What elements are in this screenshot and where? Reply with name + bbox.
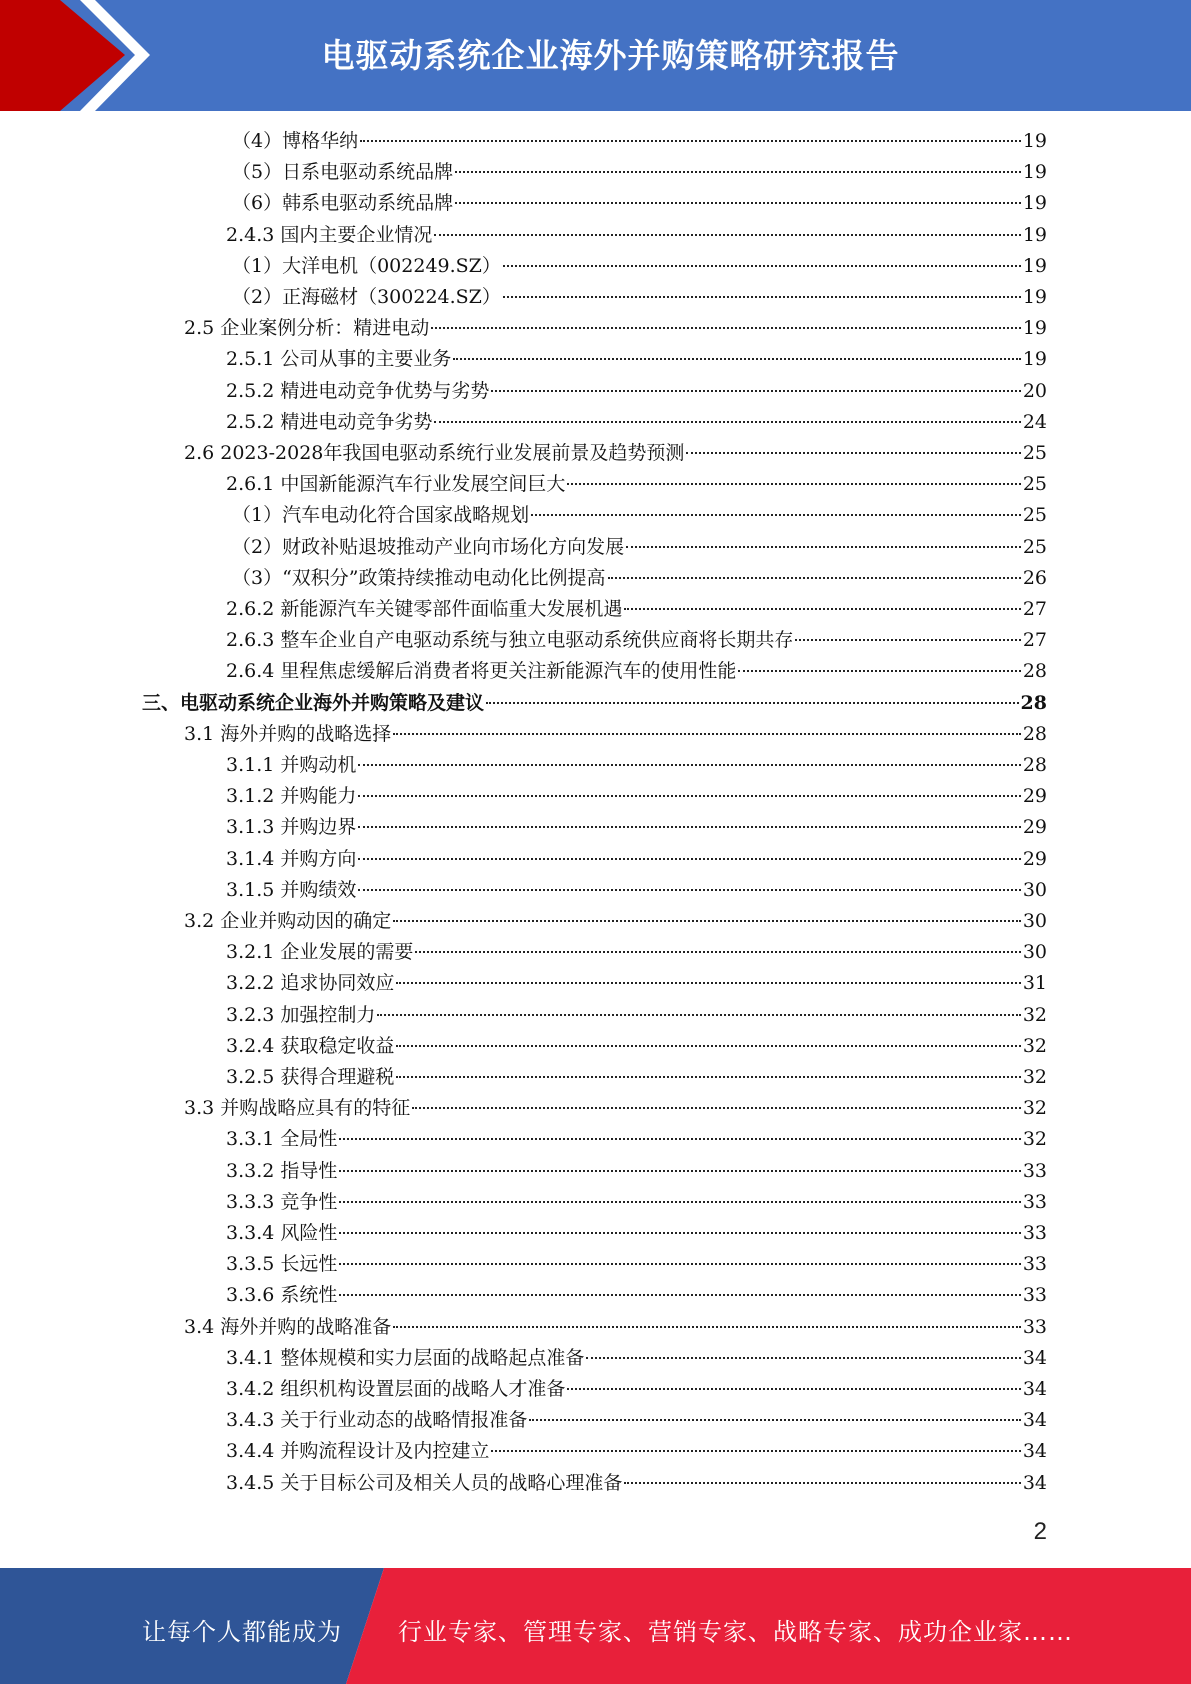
toc-entry-title: 3.4.5 关于目标公司及相关人员的战略心理准备 <box>226 1471 623 1494</box>
toc-entry[interactable] <box>226 407 1047 438</box>
toc-entry-page: 19 <box>1022 223 1047 246</box>
toc-leader-dots <box>491 390 1020 392</box>
toc-leader-dots <box>339 1138 1020 1140</box>
toc-leader-dots <box>608 577 1021 579</box>
toc-entry-title: 3.1.3 并购边界 <box>226 816 357 839</box>
toc-entry-title: 3.1 海外并购的战略选择 <box>184 722 392 745</box>
toc-entry-title: 3.3.4 风险性 <box>226 1222 338 1244</box>
toc-entry-page: 29 <box>1022 847 1047 870</box>
toc-entry[interactable] <box>184 1312 1047 1343</box>
toc-entry-title: 3.4.3 关于行业动态的战略情报准备 <box>226 1409 528 1432</box>
toc-entry-page: 32 <box>1022 1034 1047 1057</box>
footer-slogan-left: 让每个人都能成为 <box>142 1618 342 1646</box>
toc-entry[interactable] <box>226 656 1047 687</box>
toc-entry[interactable] <box>226 1124 1047 1155</box>
toc-leader-dots <box>393 920 1021 922</box>
report-title: 电驱动系统企业海外并购策略研究报告 <box>321 36 900 75</box>
toc-leader-dots <box>503 265 1021 267</box>
toc-entry-title: 2.6 2023-2028年我国电驱动系统行业发展前景及趋势预测 <box>184 442 685 464</box>
toc-leader-dots <box>486 702 1019 704</box>
toc-leader-dots <box>339 1170 1020 1172</box>
toc-entry[interactable] <box>226 1405 1047 1436</box>
toc-entry-title: 3.2.3 加强控制力 <box>226 1003 376 1026</box>
toc-entry-page: 19 <box>1022 348 1047 371</box>
toc-entry-page: 29 <box>1022 816 1047 839</box>
toc-entry-title: 2.5.1 公司从事的主要业务 <box>226 348 452 371</box>
toc-entry-title: 2.5.2 精进电动竞争劣势 <box>226 410 433 433</box>
toc-entry-title: （2）财政补贴退坡推动产业向市场化方向发展 <box>232 535 625 558</box>
toc-entry[interactable] <box>232 251 1047 282</box>
toc-entry[interactable] <box>226 1374 1047 1405</box>
toc-entry[interactable] <box>226 220 1047 251</box>
toc-entry[interactable] <box>232 563 1047 594</box>
toc-entry[interactable] <box>226 344 1047 375</box>
toc-entry-page: 25 <box>1022 504 1047 527</box>
toc-leader-dots <box>377 1014 1020 1016</box>
toc-entry-title: 2.6.1 中国新能源汽车行业发展空间巨大 <box>226 473 566 496</box>
toc-leader-dots <box>503 296 1021 298</box>
toc-leader-dots <box>624 1482 1020 1484</box>
toc-entry-page: 34 <box>1022 1440 1047 1463</box>
toc-entry[interactable] <box>226 1062 1047 1093</box>
toc-leader-dots <box>393 733 1021 735</box>
toc-entry-title: 3.1.1 并购动机 <box>226 754 357 776</box>
toc-entry-page: 34 <box>1022 1471 1047 1494</box>
toc-leader-dots <box>795 639 1020 641</box>
toc-entry-title: （6）韩系电驱动系统品牌 <box>232 192 454 215</box>
toc-entry-page: 28 <box>1022 754 1047 776</box>
toc-entry-title: 三、电驱动系统企业海外并购策略及建议 <box>142 691 485 714</box>
toc-entry-title: 3.3.6 系统性 <box>226 1284 338 1307</box>
toc-entry-page: 32 <box>1022 1097 1047 1120</box>
toc-entry[interactable] <box>226 937 1047 968</box>
toc-leader-dots <box>396 982 1020 984</box>
toc-entry[interactable] <box>184 438 1047 469</box>
toc-entry[interactable] <box>226 1031 1047 1062</box>
toc-entry-title: 3.1.2 并购能力 <box>226 785 357 808</box>
page-header <box>0 0 1191 111</box>
toc-entry-page: 32 <box>1022 1003 1047 1026</box>
toc-entry[interactable] <box>226 875 1047 906</box>
toc-entry-title: 2.6.2 新能源汽车关键零部件面临重大发展机遇 <box>226 598 623 620</box>
toc-leader-dots <box>531 514 1021 516</box>
toc-entry[interactable] <box>226 1436 1047 1467</box>
toc-leader-dots <box>339 1201 1020 1203</box>
toc-entry-title: 3.1.4 并购方向 <box>226 847 357 870</box>
toc-entry[interactable] <box>142 688 1047 719</box>
toc-entry-page: 28 <box>1020 691 1047 714</box>
toc-entry-title: 3.2.2 追求协同效应 <box>226 972 395 995</box>
toc-leader-dots <box>396 1076 1020 1078</box>
toc-entry-title: （1）汽车电动化符合国家战略规划 <box>232 504 530 527</box>
toc-leader-dots <box>358 889 1020 891</box>
toc-entry[interactable] <box>232 500 1047 531</box>
toc-entry-title: 3.3.2 指导性 <box>226 1159 338 1182</box>
toc-entry-title: 2.5 企业案例分析：精进电动 <box>184 317 430 340</box>
toc-entry-page: 30 <box>1022 910 1047 932</box>
toc-entry-page: 20 <box>1022 379 1047 402</box>
toc-leader-dots <box>339 1232 1020 1234</box>
toc-entry-title: （4）博格华纳 <box>232 130 359 152</box>
toc-entry-title: （5）日系电驱动系统品牌 <box>232 161 454 184</box>
toc-entry[interactable] <box>226 1249 1047 1280</box>
toc-entry[interactable] <box>226 1156 1047 1187</box>
toc-entry-title: 3.2 企业并购动因的确定 <box>184 910 392 932</box>
toc-leader-dots <box>453 358 1020 360</box>
toc-entry[interactable] <box>226 469 1047 500</box>
toc-leader-dots <box>434 421 1020 423</box>
toc-entry-title: 3.1.5 并购绩效 <box>226 878 357 901</box>
toc-entry[interactable] <box>232 532 1047 563</box>
toc-entry-title: 3.3.3 竞争性 <box>226 1190 338 1213</box>
toc-entry-page: 27 <box>1022 598 1047 620</box>
toc-entry-page: 25 <box>1022 535 1047 558</box>
toc-entry[interactable] <box>226 781 1047 812</box>
toc-entry-page: 33 <box>1022 1284 1047 1307</box>
toc-entry[interactable] <box>226 1000 1047 1031</box>
toc-entry[interactable] <box>232 157 1047 188</box>
toc-entry[interactable] <box>226 594 1047 625</box>
toc-entry[interactable] <box>184 313 1047 344</box>
toc-entry-page: 31 <box>1022 972 1047 995</box>
toc-leader-dots <box>360 140 1021 142</box>
toc-leader-dots <box>339 1263 1020 1265</box>
toc-entry-page: 25 <box>1022 442 1047 464</box>
toc-entry-page: 25 <box>1022 473 1047 496</box>
toc-entry-page: 34 <box>1022 1346 1047 1369</box>
toc-leader-dots <box>491 1450 1020 1452</box>
toc-entry-page: 26 <box>1022 566 1047 589</box>
toc-entry-page: 27 <box>1022 629 1047 652</box>
toc-entry-title: 3.3.1 全局性 <box>226 1128 338 1151</box>
toc-entry[interactable] <box>226 1468 1047 1499</box>
toc-leader-dots <box>529 1419 1020 1421</box>
toc-entry[interactable] <box>184 719 1047 750</box>
toc-leader-dots <box>431 327 1021 329</box>
toc-entry-title: （2）正海磁材（300224.SZ） <box>232 286 501 308</box>
toc-entry[interactable] <box>226 750 1047 781</box>
toc-leader-dots <box>455 202 1021 204</box>
toc-leader-dots <box>358 858 1020 860</box>
toc-entry-page: 19 <box>1022 254 1047 277</box>
toc-entry-page: 33 <box>1022 1315 1047 1338</box>
toc-leader-dots <box>412 1107 1021 1109</box>
toc-leader-dots <box>358 764 1020 766</box>
toc-leader-dots <box>738 670 1020 672</box>
toc-entry[interactable] <box>184 906 1047 937</box>
toc-leader-dots <box>415 951 1020 953</box>
toc-entry-page: 19 <box>1022 317 1047 340</box>
toc-entry-title: 3.2.1 企业发展的需要 <box>226 941 414 964</box>
toc-entry-page: 33 <box>1022 1190 1047 1213</box>
toc-entry[interactable] <box>226 1218 1047 1249</box>
toc-entry-title: （3）“双积分”政策持续推动电动化比例提高 <box>232 566 606 589</box>
toc-entry-page: 19 <box>1022 192 1047 215</box>
toc-entry-page: 33 <box>1022 1159 1047 1182</box>
toc-entry[interactable] <box>226 376 1047 407</box>
toc-entry-page: 19 <box>1022 286 1047 308</box>
page-footer <box>0 1568 1191 1684</box>
toc-entry-title: 2.6.4 里程焦虑缓解后消费者将更关注新能源汽车的使用性能 <box>226 660 737 683</box>
toc-leader-dots <box>567 1388 1020 1390</box>
toc-entry-page: 24 <box>1022 410 1047 433</box>
toc-leader-dots <box>393 1326 1021 1328</box>
toc-entry[interactable] <box>226 625 1047 656</box>
toc-entry[interactable] <box>226 1343 1047 1374</box>
toc-leader-dots <box>455 171 1021 173</box>
toc-entry[interactable] <box>226 1187 1047 1218</box>
toc-entry-page: 28 <box>1022 722 1047 745</box>
toc-leader-dots <box>358 795 1020 797</box>
toc-leader-dots <box>358 826 1020 828</box>
page-number: 2 <box>1033 1518 1047 1545</box>
toc-entry-page: 29 <box>1022 785 1047 808</box>
toc-entry[interactable] <box>226 968 1047 999</box>
toc-entry[interactable] <box>226 1280 1047 1311</box>
toc-leader-dots <box>396 1045 1020 1047</box>
toc-entry-title: 2.5.2 精进电动竞争优势与劣势 <box>226 379 490 402</box>
toc-leader-dots <box>624 608 1020 610</box>
toc-leader-dots <box>686 452 1020 454</box>
toc-entry[interactable] <box>226 844 1047 875</box>
toc-entry[interactable] <box>226 812 1047 843</box>
toc-entry-title: 2.6.3 整车企业自产电驱动系统与独立电驱动系统供应商将长期共存 <box>226 629 794 652</box>
toc-entry-page: 19 <box>1022 130 1047 152</box>
toc-entry-page: 30 <box>1022 941 1047 964</box>
toc-leader-dots <box>434 234 1020 236</box>
toc-leader-dots <box>339 1294 1020 1296</box>
toc-entry-page: 32 <box>1022 1066 1047 1088</box>
toc-entry-title: 3.3 并购战略应具有的特征 <box>184 1097 411 1120</box>
toc-entry-page: 33 <box>1022 1253 1047 1276</box>
toc-entry[interactable] <box>184 1093 1047 1124</box>
toc-entry-page: 34 <box>1022 1378 1047 1400</box>
toc-entry[interactable] <box>232 282 1047 313</box>
toc-entry-title: 3.2.4 获取稳定收益 <box>226 1034 395 1057</box>
toc-entry-page: 34 <box>1022 1409 1047 1432</box>
toc-entry-page: 33 <box>1022 1222 1047 1244</box>
toc-leader-dots <box>586 1357 1020 1359</box>
toc-entry-page: 19 <box>1022 161 1047 184</box>
footer-slogan-right: 行业专家、管理专家、营销专家、战略专家、成功企业家…… <box>398 1618 1073 1646</box>
toc-entry-title: 3.2.5 获得合理避税 <box>226 1066 395 1088</box>
toc-entry-title: 3.4.1 整体规模和实力层面的战略起点准备 <box>226 1346 585 1369</box>
toc-entry-title: 3.3.5 长远性 <box>226 1253 338 1276</box>
toc-entry-title: （1）大洋电机（002249.SZ） <box>232 254 501 277</box>
toc-entry[interactable] <box>232 188 1047 219</box>
toc-entry[interactable] <box>232 126 1047 157</box>
toc-leader-dots <box>567 483 1020 485</box>
toc-entry-title: 3.4 海外并购的战略准备 <box>184 1315 392 1338</box>
toc-entry-title: 2.4.3 国内主要企业情况 <box>226 223 433 246</box>
toc-entry-title: 3.4.2 组织机构设置层面的战略人才准备 <box>226 1378 566 1400</box>
toc-leader-dots <box>626 546 1021 548</box>
toc-entry-page: 28 <box>1022 660 1047 683</box>
toc-entry-page: 32 <box>1022 1128 1047 1151</box>
toc-entry-title: 3.4.4 并购流程设计及内控建立 <box>226 1440 490 1463</box>
toc-entry-page: 30 <box>1022 878 1047 901</box>
